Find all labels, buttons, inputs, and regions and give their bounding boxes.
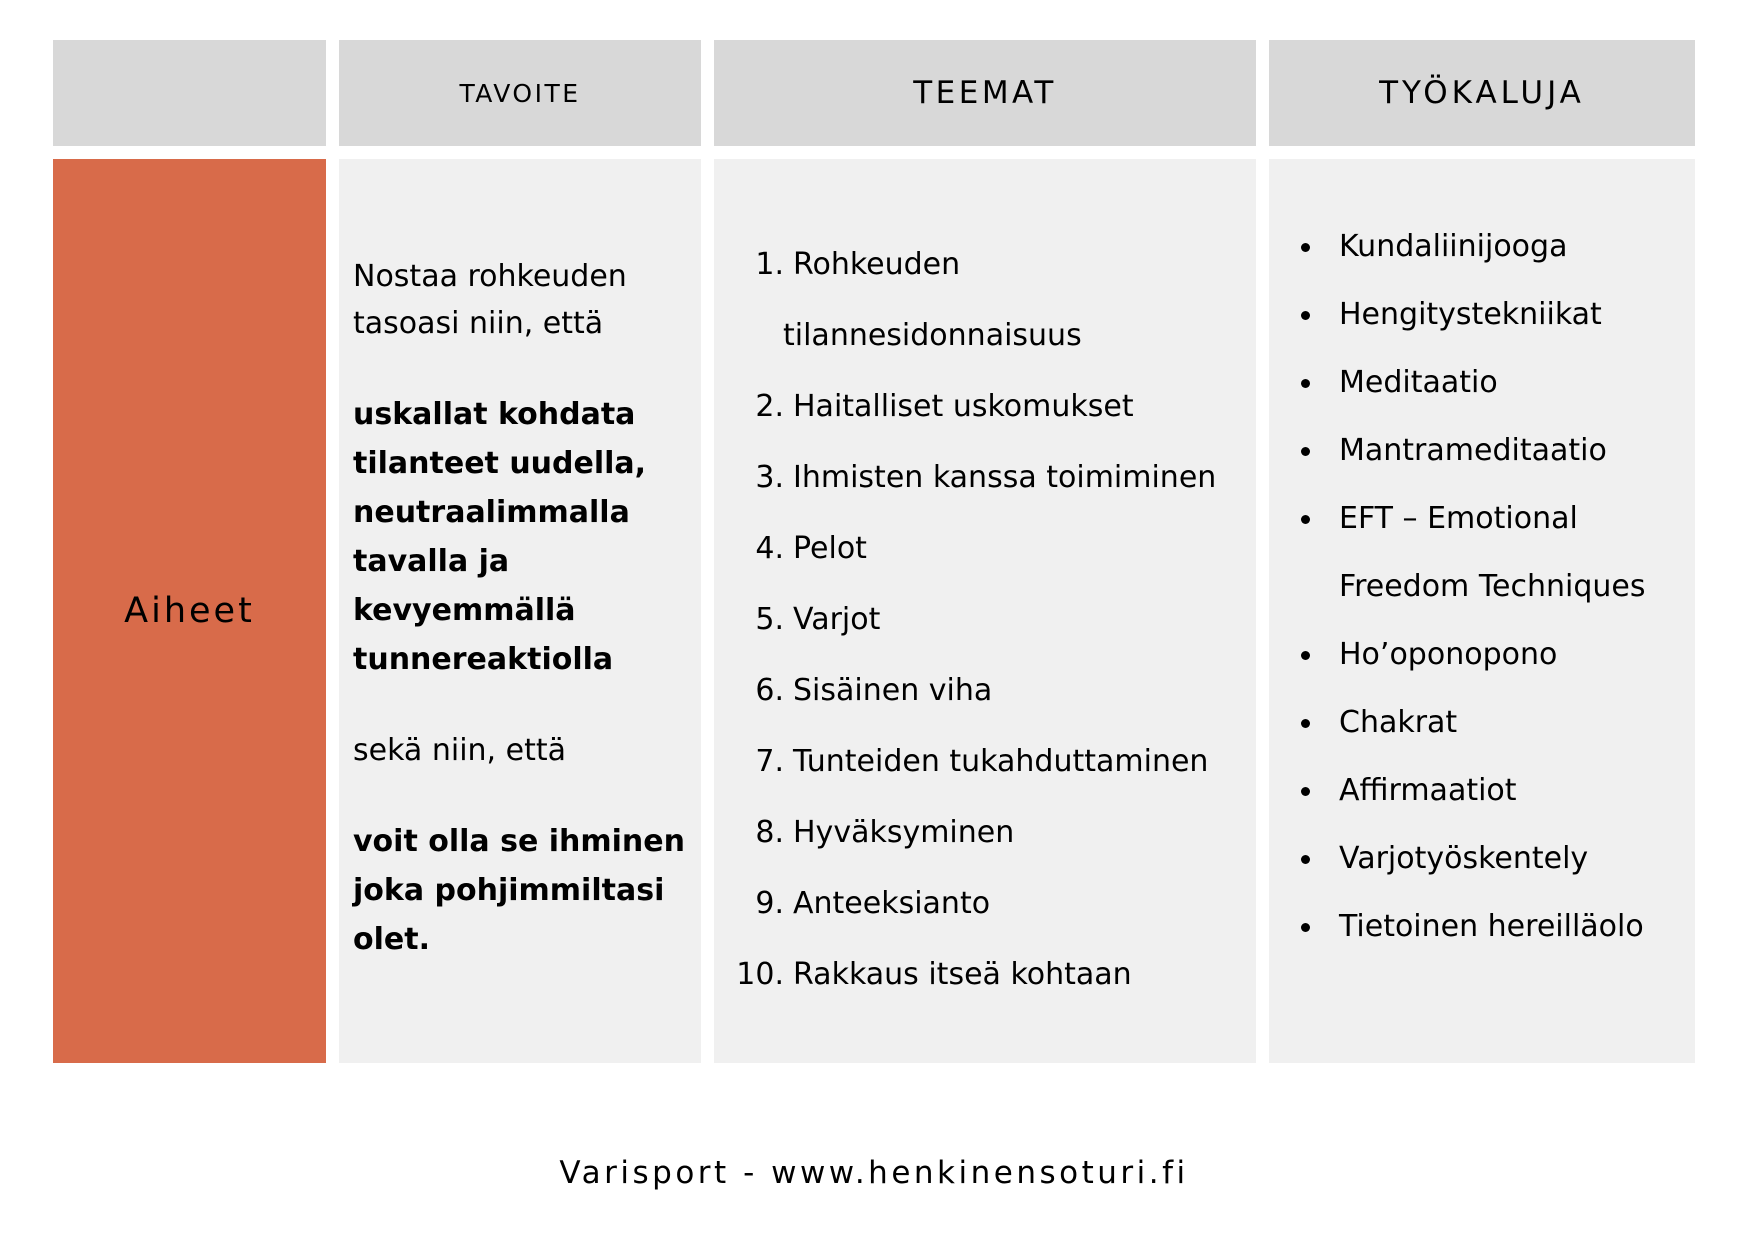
- header-teemat-label: TEEMAT: [913, 75, 1057, 111]
- goal-bold-1-line: tunnereaktiolla: [353, 642, 614, 677]
- theme-item: [714, 726, 1256, 797]
- goal-bold-2-line: olet.: [353, 922, 430, 957]
- tyokaluja-cell: [1269, 159, 1695, 1063]
- goal-bold-1-line: tavalla ja: [353, 544, 510, 579]
- tavoite-cell: [339, 159, 701, 1063]
- bullet-icon: [1301, 719, 1310, 728]
- header-teemat: [714, 40, 1256, 146]
- tool-item: [1269, 825, 1695, 893]
- bullet-icon: [1301, 379, 1310, 388]
- bullet-icon: [1301, 923, 1310, 932]
- theme-item: [714, 513, 1256, 584]
- row-label-aiheet: Aiheet: [124, 591, 255, 631]
- theme-item: [714, 939, 1256, 1010]
- theme-item: [714, 584, 1256, 655]
- goal-bold-1-line: tilanteet uudella,: [353, 446, 647, 481]
- header-tyokaluja-label: TYÖKALUJA: [1379, 75, 1585, 111]
- bullet-icon: [1301, 855, 1310, 864]
- goal-bold-2-line: joka pohjimmiltasi: [353, 873, 665, 908]
- theme-number: 3.: [755, 460, 784, 495]
- goal-bold-1: [353, 390, 691, 684]
- theme-number: 9.: [755, 886, 784, 921]
- theme-number: 6.: [755, 673, 784, 708]
- bullet-icon: [1301, 651, 1310, 660]
- bullet-icon: [1301, 447, 1310, 456]
- tool-item: [1269, 349, 1695, 417]
- tools-list: [1269, 159, 1695, 961]
- goal-intro-line-1: Nostaa rohkeuden: [353, 259, 627, 294]
- header-tyokaluja: [1269, 40, 1695, 146]
- tool-item: [1269, 281, 1695, 349]
- tool-text: Affirmaatiot: [1339, 773, 1517, 808]
- theme-number: 5.: [755, 602, 784, 637]
- theme-item: [714, 229, 1256, 371]
- theme-text-continuation: tilannesidonnaisuus: [783, 318, 1082, 353]
- theme-item: [714, 371, 1256, 442]
- tool-item: [1269, 417, 1695, 485]
- tool-text: EFT – Emotional: [1339, 501, 1578, 536]
- theme-text: Pelot: [793, 531, 867, 566]
- themes-list: [714, 159, 1256, 1010]
- theme-text: Rohkeuden: [793, 247, 961, 282]
- theme-number: 7.: [755, 744, 784, 779]
- tool-text: Hengitystekniikat: [1339, 297, 1602, 332]
- goal-mid: sekä niin, että: [353, 733, 566, 768]
- theme-text: Tunteiden tukahduttaminen: [793, 744, 1209, 779]
- bullet-icon: [1301, 515, 1310, 524]
- tool-text: Meditaatio: [1339, 365, 1498, 400]
- bullet-icon: [1301, 311, 1310, 320]
- tool-item: [1269, 893, 1695, 961]
- tool-item: [1269, 485, 1695, 621]
- goal-bold-2: [353, 817, 691, 964]
- tool-text: Mantrameditaatio: [1339, 433, 1607, 468]
- tool-item: [1269, 757, 1695, 825]
- tool-text: Ho’oponopono: [1339, 637, 1558, 672]
- theme-item: [714, 442, 1256, 513]
- theme-item: [714, 655, 1256, 726]
- theme-number: 8.: [755, 815, 784, 850]
- tool-text: Tietoinen hereilläolo: [1339, 909, 1644, 944]
- goal-intro-line-2: tasoasi niin, että: [353, 306, 604, 341]
- theme-number: 10.: [736, 957, 784, 992]
- theme-text: Ihmisten kanssa toimiminen: [793, 460, 1217, 495]
- theme-text: Haitalliset uskomukset: [793, 389, 1134, 424]
- goal-bold-2-line: voit olla se ihminen: [353, 824, 685, 859]
- bullet-icon: [1301, 243, 1310, 252]
- theme-number: 2.: [755, 389, 784, 424]
- theme-text: Sisäinen viha: [793, 673, 993, 708]
- tool-text-continuation: Freedom Techniques: [1339, 569, 1646, 604]
- header-tavoite: [339, 40, 701, 146]
- bullet-icon: [1301, 787, 1310, 796]
- theme-text: Rakkaus itseä kohtaan: [793, 957, 1132, 992]
- theme-text: Hyväksyminen: [793, 815, 1015, 850]
- theme-item: [714, 797, 1256, 868]
- goal-bold-1-line: neutraalimmalla: [353, 495, 630, 530]
- goal-bold-1-line: uskallat kohdata: [353, 397, 636, 432]
- tool-text: Varjotyöskentely: [1339, 841, 1589, 876]
- theme-text: Anteeksianto: [793, 886, 991, 921]
- row-label-cell: [53, 159, 326, 1063]
- teemat-cell: [714, 159, 1256, 1063]
- header-tavoite-label: TAVOITE: [459, 78, 581, 108]
- tool-text: Chakrat: [1339, 705, 1458, 740]
- goal-bold-1-line: kevyemmällä: [353, 593, 576, 628]
- footer-credit: Varisport - www.henkinensoturi.fi: [559, 1155, 1189, 1191]
- theme-text: Varjot: [793, 602, 881, 637]
- tool-text: Kundaliinijooga: [1339, 229, 1568, 264]
- theme-number: 4.: [755, 531, 784, 566]
- theme-item: [714, 868, 1256, 939]
- theme-number: 1.: [755, 247, 784, 282]
- tool-item: [1269, 689, 1695, 757]
- tool-item: [1269, 213, 1695, 281]
- goal-intro: [353, 253, 691, 347]
- header-corner-cell: [53, 40, 326, 146]
- tool-item: [1269, 621, 1695, 689]
